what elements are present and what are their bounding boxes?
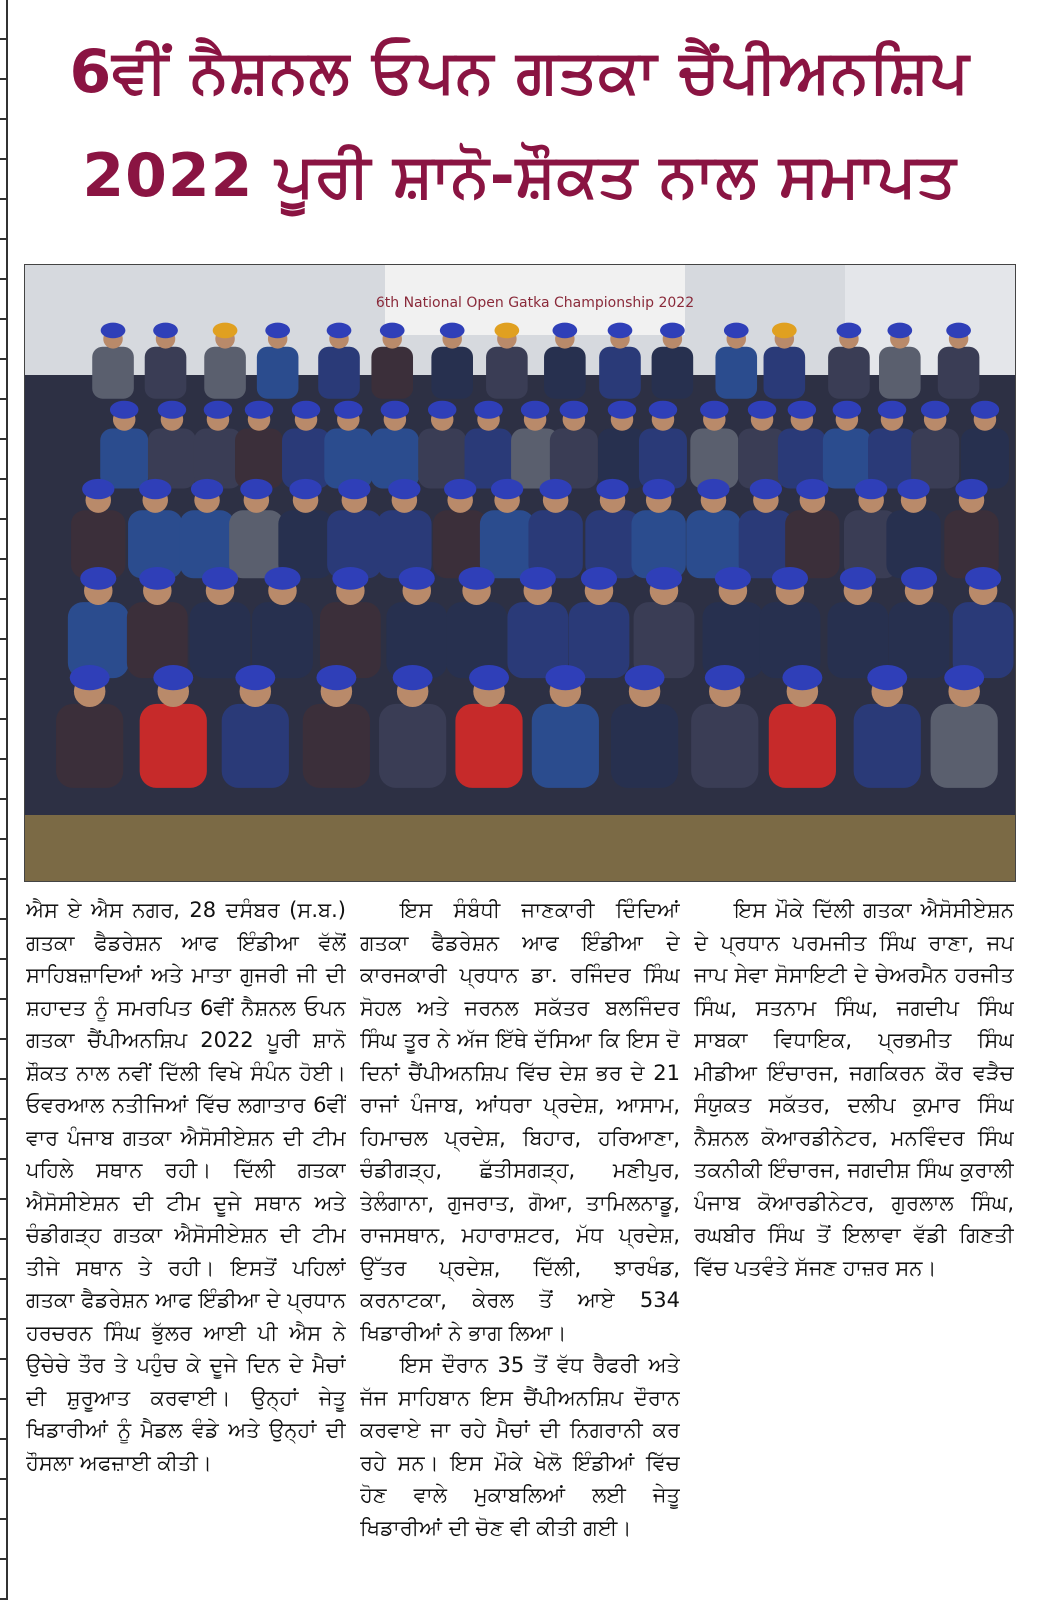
person-turban — [782, 665, 822, 690]
person-body — [879, 347, 921, 399]
person-turban — [469, 665, 509, 690]
person-body — [371, 347, 413, 399]
person-turban — [840, 567, 876, 590]
group-photo — [24, 264, 1016, 882]
person-turban — [581, 567, 617, 590]
person-turban — [946, 323, 971, 339]
person-body — [318, 347, 360, 399]
article-column-3 — [694, 894, 1014, 1594]
person-turban — [660, 323, 685, 339]
person-turban — [338, 479, 370, 499]
person-body — [222, 704, 289, 788]
person-turban — [887, 323, 912, 339]
page-edge-ruler — [0, 0, 8, 1600]
person-turban — [788, 401, 817, 419]
person-body — [599, 347, 641, 399]
person-turban — [264, 567, 300, 590]
person-turban — [552, 323, 577, 339]
person-turban — [332, 567, 368, 590]
person-turban — [110, 401, 139, 419]
person-turban — [204, 401, 233, 419]
person-turban — [748, 401, 777, 419]
person-turban — [724, 323, 749, 339]
person-turban — [158, 401, 187, 419]
person-turban — [334, 401, 363, 419]
person-turban — [897, 479, 929, 499]
person-body — [371, 429, 419, 489]
person-body — [715, 347, 757, 399]
person-turban — [715, 567, 751, 590]
person-turban — [625, 665, 665, 690]
person-body — [486, 347, 528, 399]
floor — [25, 815, 1015, 881]
person-turban — [772, 567, 808, 590]
person-body — [100, 429, 148, 489]
person-body — [455, 704, 522, 788]
person-turban — [796, 479, 828, 499]
person-turban — [878, 401, 907, 419]
person-turban — [539, 479, 571, 499]
person-body — [931, 704, 998, 788]
person-body — [544, 347, 586, 399]
person-turban — [327, 323, 352, 339]
person-body — [532, 704, 599, 788]
person-turban — [139, 479, 171, 499]
headline-line-2: 2022 ਪੂਰੀ ਸ਼ਾਨੋ-ਸ਼ੌਕਤ ਨਾਲ ਸਮਾਪਤ — [82, 141, 957, 211]
person-turban — [289, 479, 321, 499]
person-turban — [153, 323, 178, 339]
person-body — [324, 429, 372, 489]
person-turban — [649, 401, 678, 419]
person-turban — [971, 401, 1000, 419]
person-turban — [393, 665, 433, 690]
person-turban — [750, 479, 782, 499]
person-turban — [643, 479, 675, 499]
person-body — [140, 704, 207, 788]
person-body — [764, 347, 806, 399]
article-column-1 — [26, 894, 346, 1594]
person-turban — [955, 479, 987, 499]
person-turban — [965, 567, 1001, 590]
article-body — [26, 894, 1014, 1594]
person-body — [823, 429, 871, 489]
person-turban — [697, 479, 729, 499]
person-turban — [705, 665, 745, 690]
person-body — [257, 347, 299, 399]
person-turban — [474, 401, 503, 419]
person-body — [598, 429, 646, 489]
person-turban — [153, 665, 193, 690]
person-turban — [80, 567, 116, 590]
person-turban — [380, 323, 405, 339]
person-turban — [855, 479, 887, 499]
person-turban — [521, 401, 550, 419]
person-turban — [316, 665, 356, 690]
person-turban — [292, 401, 321, 419]
person-turban — [428, 401, 457, 419]
person-turban — [560, 401, 589, 419]
person-body — [194, 429, 242, 489]
person-turban — [944, 665, 984, 690]
person-body — [828, 347, 870, 399]
person-turban — [459, 567, 495, 590]
person-body — [204, 347, 246, 399]
person-body — [778, 429, 826, 489]
person-turban — [213, 323, 238, 339]
person-turban — [139, 567, 175, 590]
person-turban — [608, 323, 633, 339]
person-turban — [772, 323, 797, 339]
person-body — [480, 510, 534, 578]
person-turban — [491, 479, 523, 499]
person-turban — [545, 665, 585, 690]
headline-line-1: 6ਵੀਂ ਨੈਸ਼ਨਲ ਓਪਨ ਗਤਕਾ ਚੈਂਪੀਅਨਸ਼ਿਪ — [69, 37, 970, 107]
person-turban — [837, 323, 862, 339]
person-turban — [520, 567, 556, 590]
person-turban — [265, 323, 290, 339]
person-turban — [202, 567, 238, 590]
person-turban — [700, 401, 729, 419]
person-turban — [245, 401, 274, 419]
person-body — [691, 704, 758, 788]
person-body — [769, 704, 836, 788]
person-body — [889, 602, 950, 678]
person-turban — [596, 479, 628, 499]
person-body — [56, 704, 123, 788]
person-body — [379, 704, 446, 788]
person-turban — [440, 323, 465, 339]
person-body — [938, 347, 980, 399]
person-turban — [399, 567, 435, 590]
person-turban — [82, 479, 114, 499]
person-turban — [833, 401, 862, 419]
person-body — [611, 704, 678, 788]
person-turban — [381, 401, 410, 419]
person-turban — [901, 567, 937, 590]
person-body — [303, 704, 370, 788]
headline — [20, 20, 1019, 248]
person-turban — [70, 665, 110, 690]
person-turban — [191, 479, 223, 499]
person-body — [569, 602, 630, 678]
person-turban — [867, 665, 907, 690]
person-body — [652, 347, 694, 399]
person-turban — [444, 479, 476, 499]
person-body — [431, 347, 473, 399]
person-body — [92, 347, 134, 399]
person-turban — [101, 323, 126, 339]
article-paragraph-3: ਇਸ ਦੌਰਾਨ 35 ਤੋਂ ਵੱਧ ਰੈਫਰੀ ਅਤੇ ਜੱਜ ਸਾਹਿਬਾਨ ਇਸ ਚੈਂਪੀਅਨਸ਼ਿਪ ਦੌਰਾਨ ਕਰਵਾਏ ਜਾ ਰਹੇ ਮੈਚਾਂ ਦੀ ਨਿਗਰਾਨੀ ਕਰ ਰਹੇ ਸਨ। ਇਸ ਮੌਕੇ ਖੇਲੋ ਇੰਡੀਆਂ ਵਿੱਚ ਹੋਣ ਵਾਲੇ ਮੁਕਾਬਲਿਆਂ ਲਈ ਜੇਤੂ ਖਿਡਾਰੀਆਂ ਦੀ ਚੋਣ ਵੀ ਕੀਤੀ ਗਈ। — [360, 1353, 680, 1540]
person-turban — [921, 401, 950, 419]
person-turban — [388, 479, 420, 499]
article-paragraph-1: ਐਸ ਏ ਐਸ ਨਗਰ, 28 ਦਸੰਬਰ (ਸ.ਬ.) ਗਤਕਾ ਫੈਡਰੇਸ਼ਨ ਆਫ ਇੰਡੀਆ ਵੱਲੋਂ ਸਾਹਿਬਜ਼ਾਦਿਆਂ ਅਤੇ ਮਾਤਾ ਗੁਜਰੀ ਜੀ ਦੀ ਸ਼ਹਾਦਤ ਨੂੰ ਸਮਰਪਿਤ 6ਵੀਂ ਨੈਸ਼ਨਲ ਓਪਨ ਗਤਕਾ ਚੈਂਪੀਅਨਸ਼ਿਪ 2022 ਪੂਰੀ ਸ਼ਾਨੋ ਸ਼ੌਕਤ ਨਾਲ ਨਵੀਂ ਦਿੱਲੀ ਵਿਖੇ ਸੰਪੰਨ ਹੋਈ। ਓਵਰਆਲ ਨਤੀਜਿਆਂ ਵਿੱਚ ਲਗਾਤਾਰ 6ਵੀਂ ਵਾਰ ਪੰਜਾਬ ਗਤਕਾ ਐਸੋਸੀਏਸ਼ਨ ਦੀ ਟੀਮ ਪਹਿਲੇ ਸਥਾਨ ਰਹੀ। ਦਿੱਲੀ ਗਤਕਾ ਐਸੋਸੀਏਸ਼ਨ ਦੀ ਟੀਮ ਦੂਜੇ ਸਥਾਨ ਅਤੇ ਚੰਡੀਗੜ੍ਹ ਗਤਕਾ ਐਸੋਸੀਏਸ਼ਨ ਦੀ ਟੀਮ ਤੀਜੇ ਸਥਾਨ ਤੇ ਰਹੀ। ਇਸਤੋਂ ਪਹਿਲਾਂ ਗਤਕਾ ਫੈਡਰੇਸ਼ਨ ਆਫ ਇੰਡੀਆ ਦੇ ਪ੍ਰਧਾਨ ਹਰਚਰਨ ਸਿੰਘ ਭੁੱਲਰ ਆਈ ਪੀ ਐਸ ਨੇ ਉਚੇਚੇ ਤੌਰ ਤੇ ਪਹੁੰਚ ਕੇ ਦੂਜੇ ਦਿਨ ਦੇ ਮੈਚਾਂ ਦੀ ਸ਼ੁਰੂਆਤ ਕਰਵਾਈ। ਉਨ੍ਹਾਂ ਜੇਤੂ ਖਿਡਾਰੀਆਂ ਨੂੰ ਮੈਡਲ ਵੰਡੇ ਅਤੇ ਉਨ੍ਹਾਂ ਦੀ ਹੌਸਲਾ ਅਫਜ਼ਾਈ ਕੀਤੀ। — [26, 898, 346, 1475]
group-photo-illustration — [25, 265, 1015, 881]
person-body — [145, 347, 187, 399]
stage-banner-text: 6th National Open Gatka Championship 2022 — [375, 295, 695, 311]
person-turban — [240, 479, 272, 499]
article-column-2 — [360, 894, 680, 1594]
person-body — [854, 704, 921, 788]
person-turban — [495, 323, 520, 339]
person-body — [190, 602, 251, 678]
article-paragraph-4: ਇਸ ਮੌਕੇ ਦਿੱਲੀ ਗਤਕਾ ਐਸੋਸੀਏਸ਼ਨ ਦੇ ਪ੍ਰਧਾਨ ਪਰਮਜੀਤ ਸਿੰਘ ਰਾਣਾ, ਜਪ ਜਾਪ ਸੇਵਾ ਸੋਸਾਇਟੀ ਦੇ ਚੇਅਰਮੈਨ ਹਰਜੀਤ ਸਿੰਘ, ਸਤਨਾਮ ਸਿੰਘ, ਜਗਦੀਪ ਸਿੰਘ ਸਾਬਕਾ ਵਿਧਾਇਕ, ਪ੍ਰਭਮੀਤ ਸਿੰਘ ਮੀਡੀਆ ਇੰਚਾਰਜ, ਜਗਕਿਰਨ ਕੌਰ ਵੜੈਚ ਸੰਯੁਕਤ ਸਕੱਤਰ, ਦਲੀਪ ਕੁਮਾਰ ਸਿੰਘ ਨੈਸ਼ਨਲ ਕੋਆਰਡੀਨੇਟਰ, ਮਨਵਿੰਦਰ ਸਿੰਘ ਤਕਨੀਕੀ ਇੰਚਾਰਜ, ਜਗਦੀਸ਼ ਸਿੰਘ ਕੁਰਾਲੀ ਪੰਜਾਬ ਕੋਆਰਡੀਨੇਟਰ, ਗੁਰਲਾਲ ਸਿੰਘ, ਰਘਬੀਰ ਸਿੰਘ ਤੋਂ ਇਲਾਵਾ ਵੱਡੀ ਗਿਣਤੀ ਵਿੱਚ ਪਤਵੰਤੇ ਸੱਜਣ ਹਾਜ਼ਰ ਸਨ। — [694, 898, 1014, 1280]
person-turban — [235, 665, 275, 690]
article-paragraph-2: ਇਸ ਸੰਬੰਧੀ ਜਾਣਕਾਰੀ ਦਿੰਦਿਆਂ ਗਤਕਾ ਫੈਡਰੇਸ਼ਨ ਆਫ ਇੰਡੀਆ ਦੇ ਕਾਰਜਕਾਰੀ ਪ੍ਰਧਾਨ ਡਾ. ਰਜਿੰਦਰ ਸਿੰਘ ਸੋਹਲ ਅਤੇ ਜਰਨਲ ਸਕੱਤਰ ਬਲਜਿੰਦਰ ਸਿੰਘ ਤੂਰ ਨੇ ਅੱਜ ਇੱਥੇ ਦੱਸਿਆ ਕਿ ਇਸ ਦੋ ਦਿਨਾਂ ਚੈਂਪੀਅਨਸ਼ਿਪ ਵਿੱਚ ਦੇਸ਼ ਭਰ ਦੇ 21 ਰਾਜਾਂ ਪੰਜਾਬ, ਆਂਧਰਾ ਪ੍ਰਦੇਸ਼, ਆਸਾਮ, ਹਿਮਾਚਲ ਪ੍ਰਦੇਸ਼, ਬਿਹਾਰ, ਹਰਿਆਣਾ, ਚੰਡੀਗੜ੍ਹ, ਛੱਤੀਸਗੜ੍ਹ, ਮਣੀਪੁਰ, ਤੇਲੰਗਾਨਾ, ਗੁਜਰਾਤ, ਗੋਆ, ਤਾਮਿਲਨਾਡੂ, ਰਾਜਸਥਾਨ, ਮਹਾਰਾਸ਼ਟਰ, ਮੱਧ ਪ੍ਰਦੇਸ਼, ਉੱਤਰ ਪ੍ਰਦੇਸ਼, ਦਿੱਲੀ, ਝਾਰਖੰਡ, ਕਰਨਾਟਕਾ, ਕੇਰਲ ਤੋਂ ਆਏ 534 ਖਿਡਾਰੀਆਂ ਨੇ ਭਾਗ ਲਿਆ। — [360, 898, 680, 1345]
person-turban — [646, 567, 682, 590]
person-turban — [608, 401, 637, 419]
